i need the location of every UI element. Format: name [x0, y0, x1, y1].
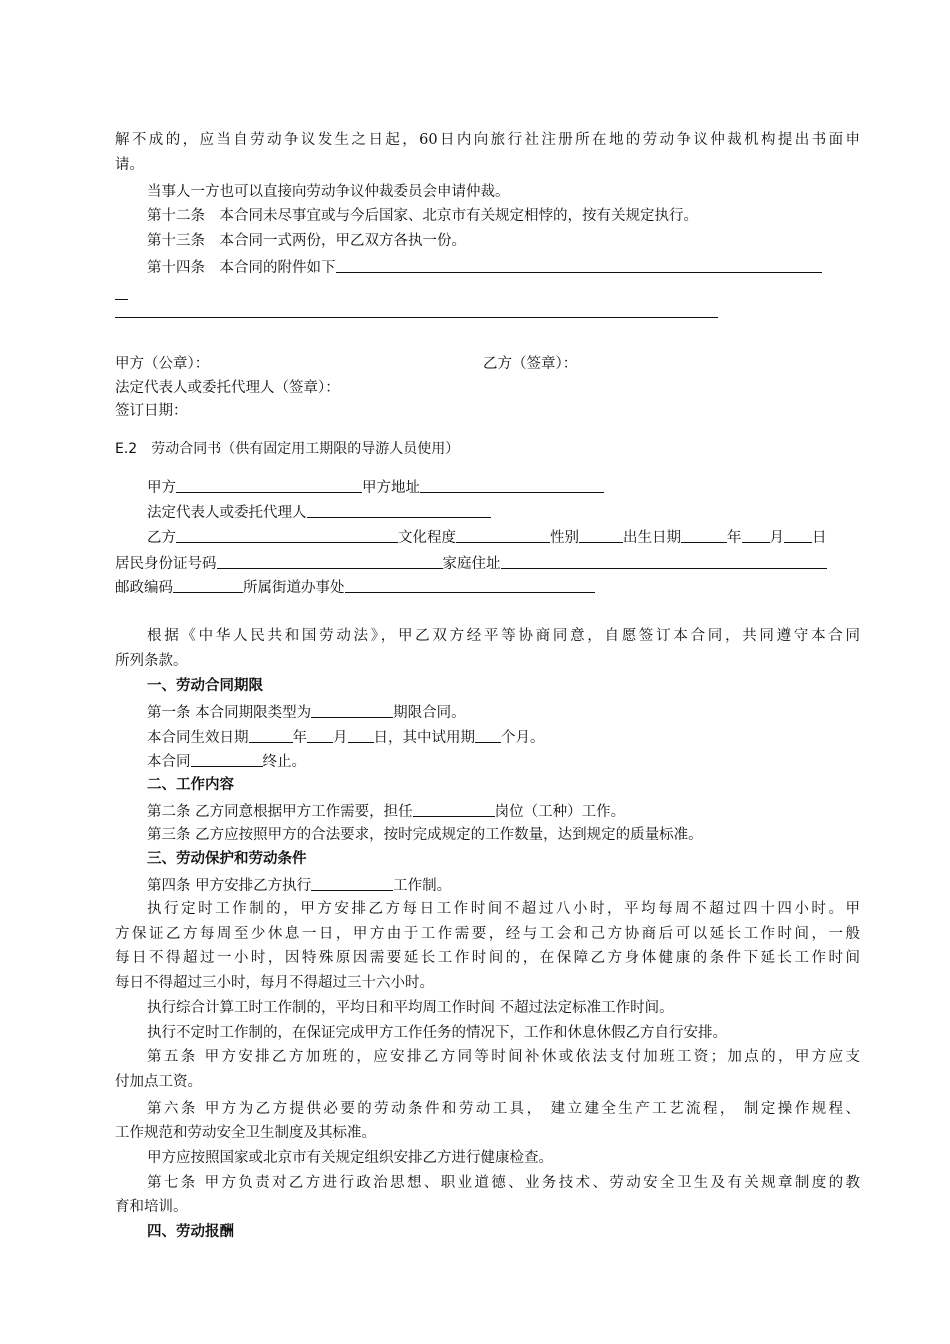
- representative-blank[interactable]: [307, 500, 491, 518]
- fixed-hours-line-1: 执行定时工作制的，甲方安排乙方每日工作时间不超过八小时，平均每周不超过四十四小时。甲: [147, 901, 860, 917]
- effective-date-post: 个月。: [501, 730, 545, 746]
- article-2: [147, 798, 860, 824]
- intro-line-3: 当事人一方也可以直接向劳动争议仲裁委员会申请仲裁。: [147, 184, 510, 200]
- article-1: [147, 699, 860, 725]
- intro-line-2: 请。: [115, 157, 144, 173]
- fixed-hours-line-2: 方保证乙方每周至少休息一日，甲方由于工作需要，经与工会和己方协商后可以延长工作时间，一般: [115, 926, 860, 942]
- article-14-label: 第十四条 本合同的附件如下: [147, 260, 336, 276]
- education-label: 文化程度: [398, 530, 456, 546]
- preamble-line-1: 根据《中华人民共和国劳动法》，甲乙双方经平等协商同意，自愿签订本合同，共同遵守本合同: [147, 628, 860, 644]
- birth-year-blank[interactable]: [681, 525, 727, 543]
- effective-date-line: [147, 724, 860, 750]
- article-1-pre: 第一条 本合同期限类型为: [147, 705, 312, 721]
- birth-day-blank[interactable]: [784, 525, 812, 543]
- effective-month-label: 月: [333, 730, 348, 746]
- article-4: [147, 872, 860, 898]
- termination-pre: 本合同: [147, 754, 191, 770]
- party-b-blank[interactable]: [176, 525, 398, 543]
- termination-post: 终止。: [262, 754, 306, 770]
- representative-label: 法定代表人或委托代理人: [147, 505, 307, 521]
- postal-code-blank[interactable]: [173, 575, 243, 593]
- party-b-label: 乙方: [147, 530, 176, 546]
- article-4-post: 工作制。: [393, 878, 452, 894]
- flexible-hours: 执行不定时工作制的，在保证完成甲方工作任务的情况下，工作和休息休假乙方自行安排。: [147, 1025, 727, 1041]
- effective-year-label: 年: [292, 730, 307, 746]
- gender-label: 性别: [550, 530, 579, 546]
- article-2-post: 岗位（工种）工作。: [494, 804, 626, 820]
- heading-work-content: 二、工作内容: [147, 777, 234, 793]
- intro-line-1: 解不成的，应当自劳动争议发生之日起，60日内向旅行社注册所在地的劳动争议仲裁机构提出书面申: [115, 132, 860, 148]
- signature-representative: 法定代表人或委托代理人（签章）：: [115, 380, 340, 396]
- article-13: 第十三条 本合同一式两份，甲乙双方各执一份。: [147, 233, 466, 249]
- article-3: 第三条 乙方应按照甲方的合法要求，按时完成规定的工作数量，达到规定的质量标准。: [147, 827, 703, 843]
- form-line-postal: [115, 574, 860, 600]
- effective-year-blank[interactable]: [249, 725, 293, 743]
- party-a-blank[interactable]: [176, 475, 362, 493]
- article-7-line-1: 第七条 甲方负责对乙方进行政治思想、职业道德、业务技术、劳动安全卫生及有关规章制度的教: [147, 1175, 860, 1191]
- street-office-label: 所属街道办事处: [243, 580, 345, 596]
- birth-year-label: 年: [727, 530, 742, 546]
- probation-months-blank[interactable]: [475, 725, 501, 743]
- effective-date-pre: 本合同生效日期: [147, 730, 249, 746]
- term-type-blank[interactable]: [311, 700, 393, 718]
- street-office-blank[interactable]: [345, 575, 595, 593]
- article-1-post: 期限合同。: [393, 705, 466, 721]
- article-7-line-2: 育和培训。: [115, 1199, 188, 1215]
- effective-day-blank[interactable]: [348, 725, 374, 743]
- article-4-pre: 第四条 甲方安排乙方执行: [147, 878, 312, 894]
- signature-party-b: 乙方（签章）：: [483, 356, 578, 372]
- position-blank[interactable]: [413, 799, 495, 817]
- article-6-line-1: 第六条 甲方为乙方提供必要的劳动条件和劳动工具， 建立建全生产工艺流程， 制定操作规程、: [147, 1101, 860, 1117]
- birth-date-label: 出生日期: [623, 530, 681, 546]
- section-e2-title: E.2 劳动合同书（供有固定用工期限的导游人员使用）: [115, 441, 460, 457]
- heading-labor-protection: 三、劳动保护和劳动条件: [147, 851, 307, 867]
- comprehensive-hours: 执行综合计算工时工作制的，平均日和平均周工作时间 不超过法定标准工作时间。: [147, 1000, 674, 1016]
- home-address-blank[interactable]: [501, 551, 827, 569]
- article-2-pre: 第二条 乙方同意根据甲方工作需要，担任: [147, 804, 413, 820]
- fixed-hours-line-4: 每日不得超过三小时，每月不得超过三十六小时。: [115, 975, 434, 991]
- attachment-rule-1: [115, 299, 128, 300]
- signature-party-a: 甲方（公章）：: [115, 356, 210, 372]
- article-14: [147, 254, 860, 280]
- attachment-blank[interactable]: [336, 255, 822, 273]
- birth-day-label: 日: [812, 530, 827, 546]
- attachment-rule-2: [115, 317, 718, 318]
- party-a-label: 甲方: [147, 480, 176, 496]
- heading-remuneration: 四、劳动报酬: [147, 1224, 234, 1240]
- party-a-address-blank[interactable]: [420, 475, 604, 493]
- article-6-line-2: 工作规范和劳动安全卫生制度及其标准。: [115, 1125, 376, 1141]
- id-number-label: 居民身份证号码: [115, 556, 217, 572]
- termination-line: [147, 748, 860, 774]
- effective-month-blank[interactable]: [307, 725, 333, 743]
- form-line-id: [115, 550, 860, 576]
- gender-blank[interactable]: [579, 525, 623, 543]
- preamble-line-2: 所列条款。: [115, 653, 188, 669]
- id-number-blank[interactable]: [217, 551, 443, 569]
- form-line-representative: [147, 499, 860, 525]
- effective-day-label: 日，其中试用期: [373, 730, 475, 746]
- party-a-address-label: 甲方地址: [362, 480, 420, 496]
- form-line-party-b: [147, 524, 860, 550]
- fixed-hours-line-3: 每日不得超过一小时，因特殊原因需要延长工作时间的，在保障乙方身体健康的条件下延长工作时间: [115, 950, 860, 966]
- signature-date: 签订日期：: [115, 403, 188, 419]
- work-system-blank[interactable]: [311, 873, 393, 891]
- article-12: 第十二条 本合同未尽事宜或与今后国家、北京市有关规定相悖的，按有关规定执行。: [147, 208, 698, 224]
- birth-month-label: 月: [769, 530, 784, 546]
- article-5-line-2: 付加点工资。: [115, 1074, 202, 1090]
- heading-contract-term: 一、劳动合同期限: [147, 678, 263, 694]
- health-check: 甲方应按照国家或北京市有关规定组织安排乙方进行健康检查。: [147, 1150, 553, 1166]
- postal-code-label: 邮政编码: [115, 580, 173, 596]
- form-line-party-a: [147, 474, 860, 500]
- termination-blank[interactable]: [191, 749, 263, 767]
- birth-month-blank[interactable]: [742, 525, 770, 543]
- article-5-line-1: 第五条 甲方安排乙方加班的，应安排乙方同等时间补休或依法支付加班工资；加点的，甲方应支: [147, 1049, 860, 1065]
- education-blank[interactable]: [456, 525, 550, 543]
- home-address-label: 家庭住址: [442, 556, 501, 572]
